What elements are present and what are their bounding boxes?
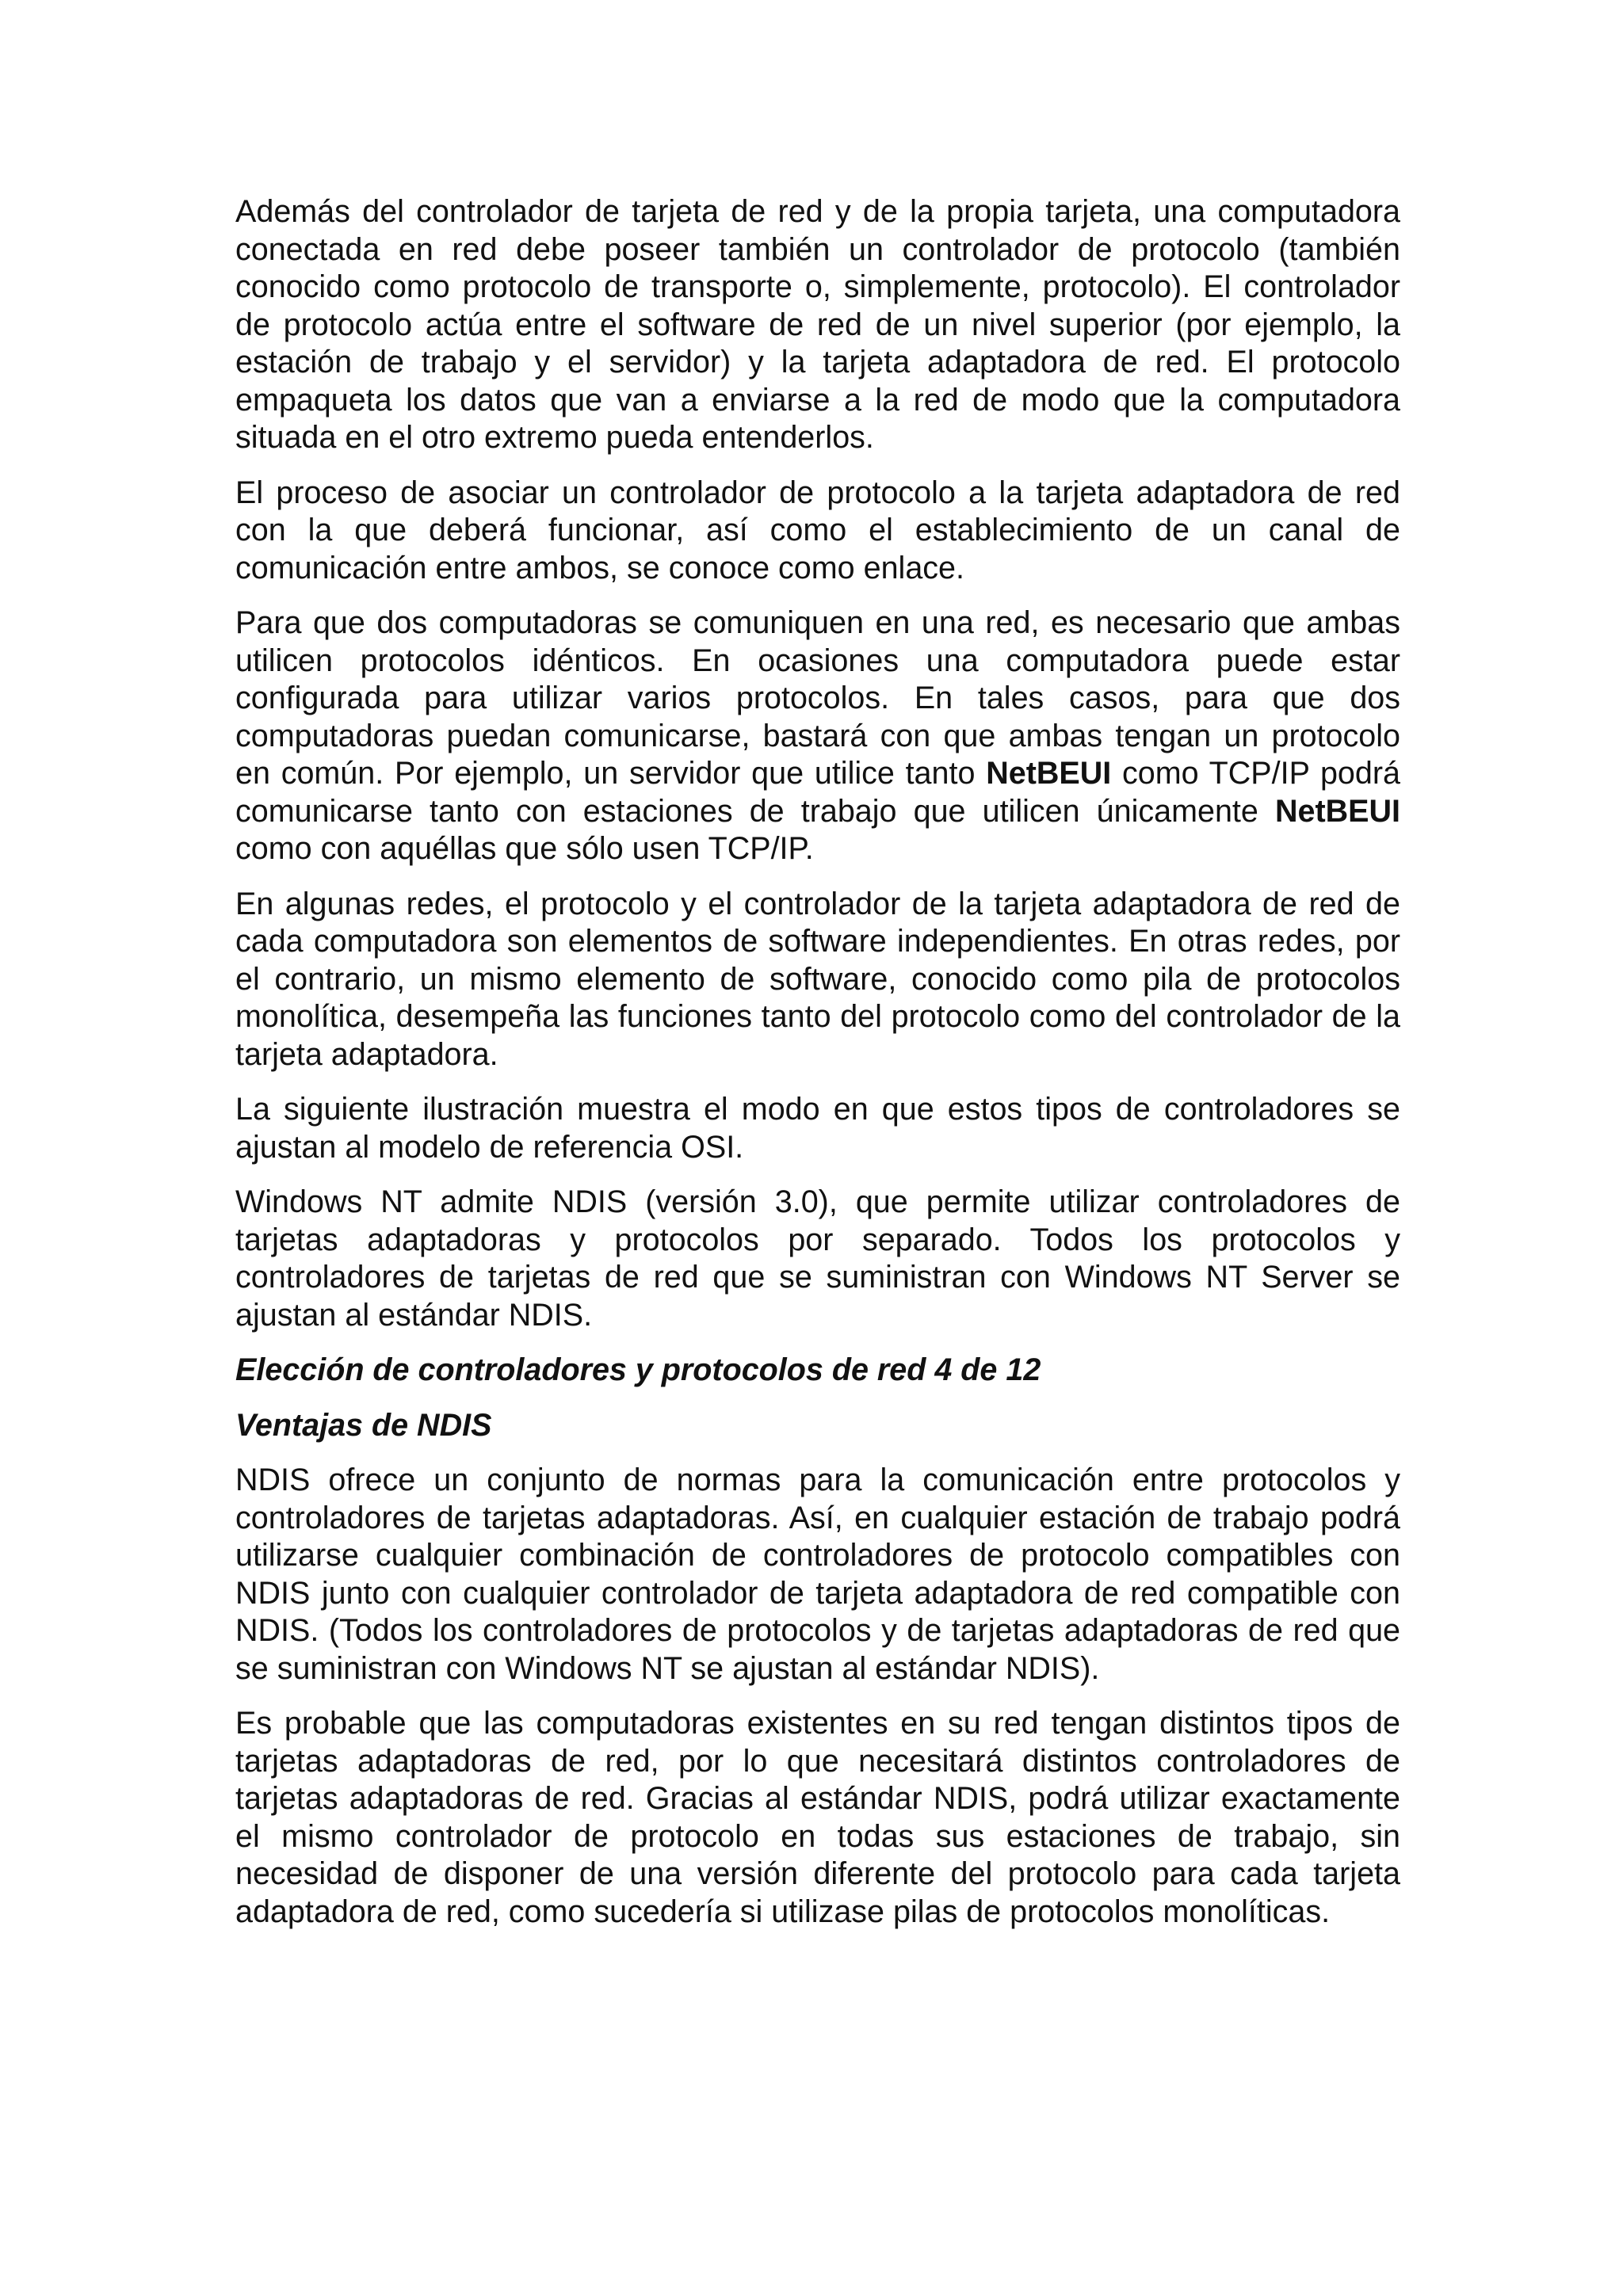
document-page	[235, 193, 1400, 1948]
bold-term-netbeui: NetBEUI	[1274, 793, 1400, 829]
paragraph-monolithic-stack: En algunas redes, el protocolo y el controlador de la tarjeta adaptadora de red de cada computadora son elementos de software independientes. En otras redes, por el contrario, un mismo elemento de software, conocido como pila de protocolos monolítica, desempeña las funciones tanto del protocolo como del controlador de la tarjeta adaptadora.	[235, 886, 1400, 1072]
paragraph-common-protocols	[235, 605, 1400, 868]
paragraph-protocol-driver: Además del controlador de tarjeta de red y de la propia tarjeta, una computadora conectada en red debe poseer también un controlador de protocolo (también conocido como protocolo de transporte o, simplemente, protocolo). El controlador de protocolo actúa entre el software de red de un nivel superior (por ejemplo, la estación de trabajo y el servidor) y la tarjeta adaptadora de red. El protocolo empaqueta los datos que van a enviarse a la red de modo que la computadora situada en el otro extremo pueda entenderlos.	[235, 194, 1400, 455]
section-heading-ndis-advantages: Ventajas de NDIS	[235, 1407, 492, 1443]
text-segment: como con aquéllas que sólo usen TCP/IP.	[235, 831, 814, 866]
paragraph-ndis-standards: NDIS ofrece un conjunto de normas para la comunicación entre protocolos y controladores de tarjetas adaptadoras. Así, en cualquier estación de trabajo podrá utilizarse cualquier combinación de controladores de protocolo compatibles con NDIS junto con cualquier controlador de tarjeta adaptadora de red compatible con NDIS. (Todos los controladores de protocolos y de tarjetas adaptadoras de red que se suministran con Windows NT se ajustan al estándar NDIS).	[235, 1463, 1400, 1686]
paragraph-osi-illustration: La siguiente ilustración muestra el modo en que estos tipos de controladores se ajustan al modelo de referencia OSI.	[235, 1092, 1400, 1165]
paragraph-binding: El proceso de asociar un controlador de protocolo a la tarjeta adaptadora de red con la que deberá funcionar, así como el establecimiento de un canal de comunicación entre ambos, se conoce como enlace.	[235, 475, 1400, 585]
paragraph-adapter-types: Es probable que las computadoras existentes en su red tengan distintos tipos de tarjetas adaptadoras de red, por lo que necesitará distintos controladores de tarjetas adaptadoras de red. Gracias al estándar NDIS, podrá utilizar exactamente el mismo controlador de protocolo en todas sus estaciones de trabajo, sin necesidad de disponer de una versión diferente del protocolo para cada tarjeta adaptadora de red, como sucedería si utilizase pilas de protocolos monolíticas.	[235, 1706, 1400, 1929]
paragraph-windows-nt-ndis: Windows NT admite NDIS (versión 3.0), que permite utilizar controladores de tarjetas adaptadoras y protocolos por separado. Todos los protocolos y controladores de tarjetas de red que se suministran con Windows NT Server se ajustan al estándar NDIS.	[235, 1184, 1400, 1333]
bold-term-netbeui: NetBEUI	[986, 756, 1112, 791]
text-segment: como TCP/IP podrá comunicarse tanto con estaciones de trabajo que utilicen únicamente	[235, 756, 1400, 829]
section-heading-driver-selection: Elección de controladores y protocolos de red 4 de 12	[235, 1352, 1041, 1387]
text-segment: Para que dos computadoras se comuniquen en una red, es necesario que ambas utilicen protocolos idénticos. En ocasiones una computadora puede estar configurada para utilizar varios protocolos. En tales casos, para que dos computadoras puedan comunicarse, bastará con que ambas tengan un protocolo en común. Por ejemplo, un servidor que utilice tanto	[235, 605, 1400, 791]
